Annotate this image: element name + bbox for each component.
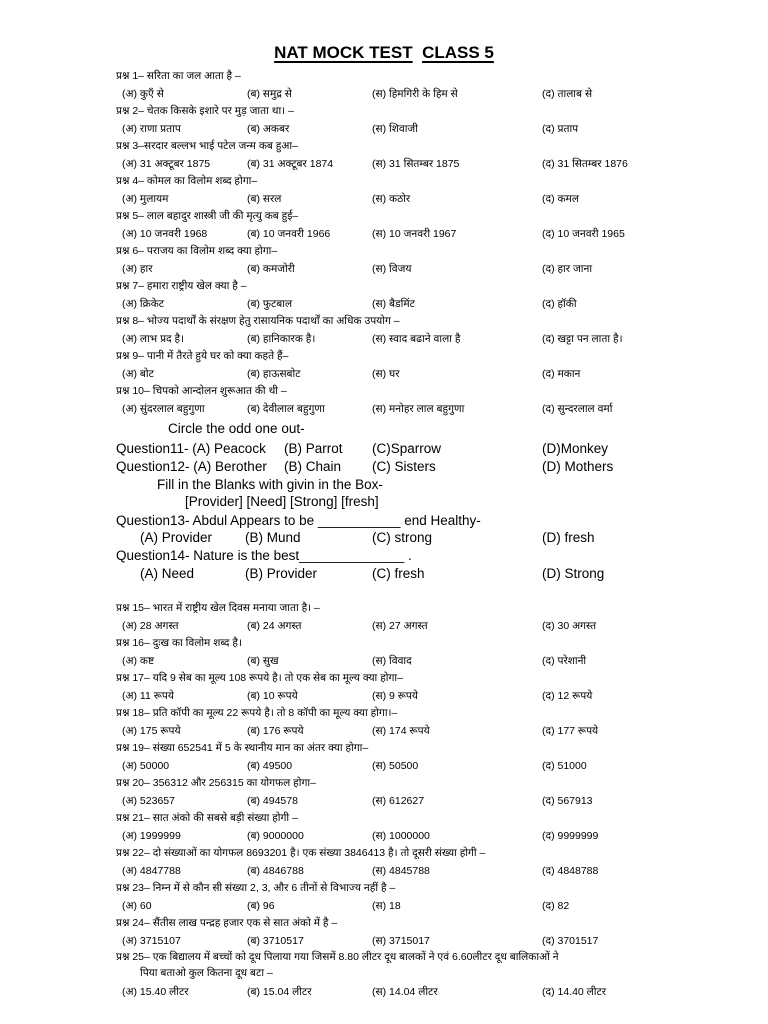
answer-option: (अ) 1999999 bbox=[122, 830, 181, 842]
question-text: प्रश्न 17– यदि 9 सेब का मूल्य 108 रूपये है। तो एक सेब का मूल्य क्या होगा– bbox=[116, 672, 403, 684]
answer-option: (स) बैडमिंट bbox=[372, 298, 415, 310]
answer-option: (ब) 10 जनवरी 1966 bbox=[247, 228, 331, 240]
question-text: प्रश्न 7– हमारा राष्ट्रीय खेल क्या है – bbox=[116, 280, 247, 292]
answer-option: (द) तालाब से bbox=[542, 88, 593, 100]
question-text: प्रश्न 25– एक बिद्यालय में बच्चों को दूध पिलाया गया जिसमें 8.80 लीटर दूध बालकों ने एवं 6.60लीटर दूध बालिकाओं ने bbox=[116, 951, 559, 963]
question-text: प्रश्न 20– 356312 और 256315 का योगफल होगा– bbox=[116, 777, 316, 789]
question-text: प्रश्न 3–सरदार बल्लभ भाई पटेल जन्म कब हुआ– bbox=[116, 140, 298, 152]
answer-option: (अ) 175 रूपये bbox=[122, 725, 181, 737]
section-heading: Fill in the Blanks with givin in the Box- bbox=[157, 477, 383, 492]
answer-option: (अ) मुलायम bbox=[122, 193, 169, 205]
answer-option: (अ) बोट bbox=[122, 368, 154, 380]
answer-option: (स) मनोहर लाल बहुगुणा bbox=[372, 403, 465, 415]
answer-option: (अ) 3715107 bbox=[122, 935, 181, 947]
answer-option: (ब) 176 रूपये bbox=[247, 725, 304, 737]
answer-option: (ब) 15.04 लीटर bbox=[247, 986, 312, 998]
question-text: प्रश्न 15– भारत में राष्ट्रीय खेल दिवस मनाया जाता है। – bbox=[116, 602, 320, 614]
answer-option: (ब) देवीलाल बहुगुणा bbox=[247, 403, 325, 415]
answer-option: (स) घर bbox=[372, 368, 400, 380]
answer-option: (द) हॉकी bbox=[542, 298, 577, 310]
answer-option: (द) 12 रूपये bbox=[542, 690, 593, 702]
answer-option: (द) 4848788 bbox=[542, 865, 599, 877]
answer-option: (अ) 11 रूपये bbox=[122, 690, 174, 702]
answer-option: (द) 9999999 bbox=[542, 830, 599, 842]
answer-option: (स) कठोर bbox=[372, 193, 411, 205]
answer-option: (ब) हाऊसबोट bbox=[247, 368, 301, 380]
word-box: [Provider] [Need] [Strong] [fresh] bbox=[185, 494, 379, 509]
answer-option: (अ) 10 जनवरी 1968 bbox=[122, 228, 208, 240]
answer-option: (B) Mund bbox=[245, 530, 301, 545]
question-text: Question11- (A) Peacock bbox=[116, 441, 266, 456]
answer-option: (अ) 523657 bbox=[122, 795, 175, 807]
answer-option: (स) शिवाजी bbox=[372, 123, 418, 135]
answer-option: (द) मकान bbox=[542, 368, 581, 380]
question-text: प्रश्न 1– सरिता का जल आता है – bbox=[116, 70, 241, 82]
question-text-continued: पिया बताओ कुल कितना दूध बटा – bbox=[140, 967, 273, 979]
answer-option: (द) परेशानी bbox=[542, 655, 587, 667]
answer-option: (अ) हार bbox=[122, 263, 153, 275]
answer-option: (अ) 31 अक्टूबर 1875 bbox=[122, 158, 211, 170]
answer-option: (C)Sparrow bbox=[372, 441, 442, 456]
answer-option: (स) हिमगिरी के हिम से bbox=[372, 88, 458, 100]
answer-option: (अ) सुंदरलाल बहुगुणा bbox=[122, 403, 205, 415]
answer-option: (स) 3715017 bbox=[372, 935, 430, 947]
answer-option: (स) 1000000 bbox=[372, 830, 430, 842]
answer-option: (द) 567913 bbox=[542, 795, 593, 807]
answer-option: (B) Provider bbox=[245, 566, 318, 581]
question-text: Question14- Nature is the best______________ . bbox=[116, 548, 412, 563]
answer-option: (ब) 4846788 bbox=[247, 865, 304, 877]
title-test-name: NAT MOCK TEST bbox=[274, 43, 413, 62]
answer-option: (अ) क्रिकेट bbox=[122, 298, 165, 310]
question-text: प्रश्न 24– सैंतीस लाख पन्द्रह हजार एक से सात अंको में है – bbox=[116, 917, 338, 929]
page-title bbox=[0, 43, 768, 63]
answer-option: (ब) सरल bbox=[247, 193, 282, 205]
answer-option: (स) 27 अगस्त bbox=[372, 620, 428, 632]
answer-option: (स) 9 रूपये bbox=[372, 690, 418, 702]
answer-option: (स) 31 सितम्बर 1875 bbox=[372, 158, 460, 170]
question-text: Question12- (A) Berother bbox=[116, 459, 267, 474]
question-text: प्रश्न 5– लाल बहादुर शास्त्री जी की मृत्यु कब हुई– bbox=[116, 210, 299, 222]
answer-option: (स) 10 जनवरी 1967 bbox=[372, 228, 457, 240]
answer-option: (स) विजय bbox=[372, 263, 412, 275]
answer-option: (द) 177 रूपये bbox=[542, 725, 599, 737]
answer-option: (द) 10 जनवरी 1965 bbox=[542, 228, 625, 240]
question-text: प्रश्न 2– चेतक किसके इशारे पर मुड़ जाता था। – bbox=[116, 105, 294, 117]
answer-option: (द) 3701517 bbox=[542, 935, 599, 947]
question-text: प्रश्न 18– प्रति कॉपी का मूल्य 22 रूपये है। तो 8 कॉपी का मूल्य क्या होगा।– bbox=[116, 707, 398, 719]
answer-option: (D) fresh bbox=[542, 530, 595, 545]
answer-option: (ब) 24 अगस्त bbox=[247, 620, 302, 632]
answer-option: (द) 30 अगस्त bbox=[542, 620, 597, 632]
question-text: प्रश्न 6– पराजय का विलोम शब्द क्या होगा– bbox=[116, 245, 278, 257]
answer-option: (अ) 60 bbox=[122, 900, 152, 912]
answer-option: (ब) 9000000 bbox=[247, 830, 304, 842]
question-text: Question13- Abdul Appears to be ___________ end Healthy- bbox=[116, 513, 481, 528]
answer-option: (स) विवाद bbox=[372, 655, 412, 667]
answer-option: (स) 50500 bbox=[372, 760, 419, 772]
question-text: प्रश्न 10– चिपको आन्दोलन शुरूआत की थी – bbox=[116, 385, 287, 397]
answer-option: (द) 31 सितम्बर 1876 bbox=[542, 158, 628, 170]
answer-option: (ब) सुख bbox=[247, 655, 279, 667]
section-heading: Circle the odd one out- bbox=[168, 421, 305, 436]
answer-option: (अ) राणा प्रताप bbox=[122, 123, 181, 135]
answer-option: (अ) 28 अगस्त bbox=[122, 620, 179, 632]
answer-option: (द) 14.40 लीटर bbox=[542, 986, 607, 998]
answer-option: (द) 51000 bbox=[542, 760, 587, 772]
title-class: CLASS 5 bbox=[422, 43, 494, 62]
answer-option: (द) प्रताप bbox=[542, 123, 579, 135]
answer-option: (स) 612627 bbox=[372, 795, 425, 807]
answer-option: (द) सुन्दरलाल वर्मा bbox=[542, 403, 613, 415]
answer-option: (ब) हानिकारक है। bbox=[247, 333, 316, 345]
answer-option: (D) Mothers bbox=[542, 459, 614, 474]
answer-option: (द) 82 bbox=[542, 900, 570, 912]
answer-option: (द) खट्टा पन लाता है। bbox=[542, 333, 623, 345]
answer-option: (ब) समुद्र से bbox=[247, 88, 292, 100]
answer-option: (अ) 15.40 लीटर bbox=[122, 986, 189, 998]
answer-option: (B) Chain bbox=[284, 459, 342, 474]
question-text: प्रश्न 19– संख्या 652541 में 5 के स्थानीय मान का अंतर क्या होगा– bbox=[116, 742, 369, 754]
answer-option: (ब) अकबर bbox=[247, 123, 290, 135]
answer-option: (अ) कुएँ से bbox=[122, 88, 164, 100]
answer-option: (ब) कमजोरी bbox=[247, 263, 295, 275]
question-text: प्रश्न 4– कोमल का विलोम शब्द होगा– bbox=[116, 175, 258, 187]
answer-option: (द) कमल bbox=[542, 193, 579, 205]
question-text: प्रश्न 9– पानी में तैरते हुये घर को क्या कहते हैं– bbox=[116, 350, 289, 362]
answer-option: (D)Monkey bbox=[542, 441, 609, 456]
answer-option: (अ) कष्ट bbox=[122, 655, 155, 667]
answer-option: (A) Need bbox=[140, 566, 195, 581]
answer-option: (स) 14.04 लीटर bbox=[372, 986, 438, 998]
answer-option: (C) Sisters bbox=[372, 459, 436, 474]
answer-option: (अ) लाभ प्रद है। bbox=[122, 333, 185, 345]
answer-option: (द) हार जाना bbox=[542, 263, 593, 275]
answer-option: (स) 4845788 bbox=[372, 865, 430, 877]
answer-option: (ब) 3710517 bbox=[247, 935, 304, 947]
answer-option: (C) fresh bbox=[372, 566, 425, 581]
answer-option: (स) स्वाद बढाने वाला है bbox=[372, 333, 461, 345]
question-text: प्रश्न 21– सात अंको की सबसे बड़ी संख्या होगी – bbox=[116, 812, 298, 824]
answer-option: (A) Provider bbox=[140, 530, 213, 545]
answer-option: (स) 174 रूपये bbox=[372, 725, 430, 737]
answer-option: (ब) 49500 bbox=[247, 760, 293, 772]
answer-option: (B) Parrot bbox=[284, 441, 343, 456]
answer-option: (ब) 96 bbox=[247, 900, 275, 912]
question-text: प्रश्न 22– दो संख्याओं का योगफल 8693201 है। एक संख्या 3846413 है। तो दूसरी संख्या होगी – bbox=[116, 847, 486, 859]
question-text: प्रश्न 16– दुःख का विलोम शब्द है। bbox=[116, 637, 242, 649]
answer-option: (ब) 494578 bbox=[247, 795, 298, 807]
answer-option: (अ) 50000 bbox=[122, 760, 170, 772]
question-text: प्रश्न 23– निम्न में से कौन सी संख्या 2, 3, और 6 तीनों से विभाज्य नहीं है – bbox=[116, 882, 396, 894]
answer-option: (ब) फुटबाल bbox=[247, 298, 293, 310]
answer-option: (D) Strong bbox=[542, 566, 605, 581]
answer-option: (ब) 31 अक्टूबर 1874 bbox=[247, 158, 334, 170]
answer-option: (ब) 10 रूपये bbox=[247, 690, 298, 702]
question-text: प्रश्न 8– भोज्य पदार्थों के संरक्षण हेतु रासायनिक पदार्थों का अधिक उपयोग – bbox=[116, 315, 400, 327]
answer-option: (अ) 4847788 bbox=[122, 865, 181, 877]
answer-option: (स) 18 bbox=[372, 900, 401, 912]
answer-option: (C) strong bbox=[372, 530, 433, 545]
